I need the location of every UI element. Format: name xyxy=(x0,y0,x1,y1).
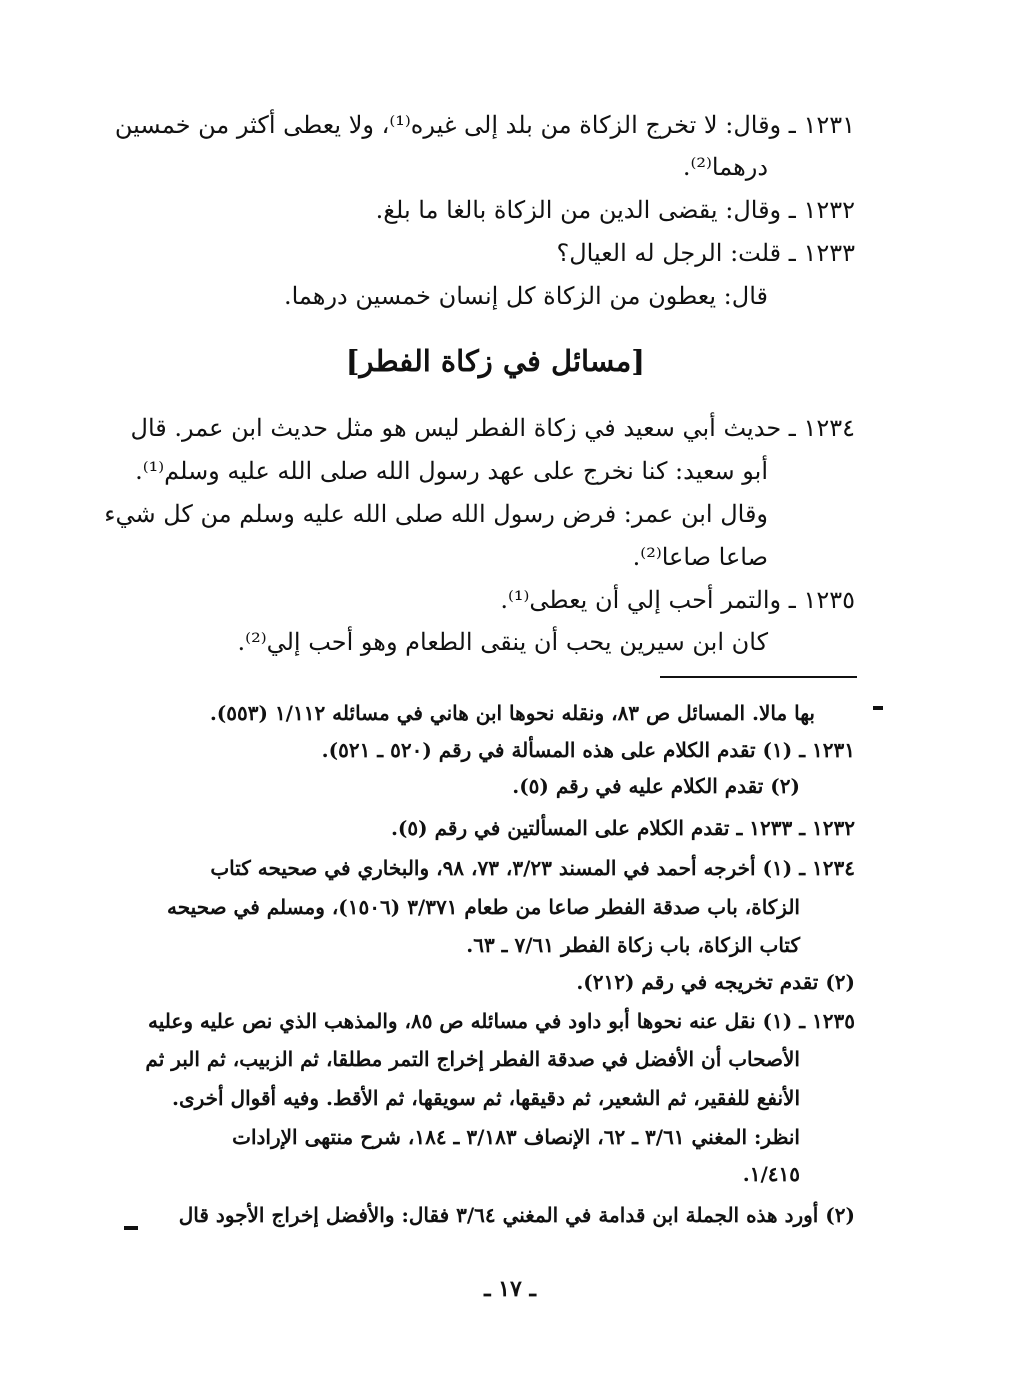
footnote-line: ١٢٣٤ ـ (١) أخرجه أحمد في المسند ٣/٢٣، ٧٣، ٩٨، والبخاري في صحيحه كتاب xyxy=(210,856,855,880)
footnote-line: ١٢٣٥ ـ (١) نقل عنه نحوها أبو داود في مسائله ص ٨٥، والمذهب الذي نص عليه وعليه xyxy=(148,1009,855,1033)
text-line: ١٢٣٢ ـ وقال: يقضى الدين من الزكاة بالغا ما بلغ. xyxy=(375,196,855,224)
footnote-line: ١٢٣٢ ـ ١٢٣٣ ـ تقدم الكلام على المسألتين في رقم (٥). xyxy=(390,816,855,840)
footnote-line: (٢) أورد هذه الجملة ابن قدامة في المغني ٣/٦٤ فقال: والأفضل إخراج الأجود قال xyxy=(178,1203,855,1227)
text-line: أبو سعيد: كنا نخرج على عهد رسول الله صلى الله عليه وسلم⁽¹⁾. xyxy=(135,457,768,485)
section-heading: [مسائل في زكاة الفطر] xyxy=(345,344,645,378)
margin-mark xyxy=(873,706,883,710)
margin-mark xyxy=(124,1226,138,1230)
text-line: كان ابن سيرين يحب أن ينقى الطعام وهو أحب إلي⁽²⁾. xyxy=(237,628,768,656)
footnote-line: كتاب الزكاة، باب زكاة الفطر ٧/٦١ ـ ٦٣. xyxy=(466,933,800,957)
footnote-line: الأنفع للفقير، ثم الشعير، ثم دقيقها، ثم سويقها، ثم الأقط. وفيه أقوال أخرى. xyxy=(172,1086,800,1110)
page-number: ـ ١٧ ـ xyxy=(484,1276,536,1302)
text-line: صاعا صاعا⁽²⁾. xyxy=(632,543,768,571)
footnote-line: الأصحاب أن الأفضل في صدقة الفطر إخراج التمر مطلقا، ثم الزبيب، ثم البر ثم xyxy=(145,1047,800,1071)
text-line: ١٢٣١ ـ وقال: لا تخرج الزكاة من بلد إلى غيره⁽¹⁾، ولا يعطى أكثر من خمسين xyxy=(114,111,855,139)
footnote-separator xyxy=(660,676,857,678)
footnote-line: انظر: المغني ٣/٦١ ـ ٦٢، الإنصاف ٣/١٨٣ ـ ١٨٤، شرح منتهى الإرادات xyxy=(232,1125,800,1149)
text-line: ١٢٣٤ ـ حديث أبي سعيد في زكاة الفطر ليس هو مثل حديث ابن عمر. قال xyxy=(130,414,855,442)
text-line: ١٢٣٣ ـ قلت: الرجل له العيال؟ xyxy=(556,239,855,267)
text-line: درهما⁽²⁾. xyxy=(682,153,768,181)
footnote-line: (٢) تقدم تخريجه في رقم (٢١٢). xyxy=(576,970,855,994)
footnote-line: ١٢٣١ ـ (١) تقدم الكلام على هذه المسألة في رقم (٥٢٠ ـ ٥٢١). xyxy=(321,738,855,762)
footnote-line: بها مالا. المسائل ص ٨٣، ونقله نحوها ابن هاني في مسائله ١/١١٢ (٥٥٣). xyxy=(209,701,815,725)
footnote-line: ١/٤١٥. xyxy=(742,1162,800,1186)
footnote-line: الزكاة، باب صدقة الفطر صاعا من طعام ٣/٣٧١ (١٥٠٦)، ومسلم في صحيحه xyxy=(167,895,800,919)
footnote-line: (٢) تقدم الكلام عليه في رقم (٥). xyxy=(512,774,800,798)
text-line: قال: يعطون من الزكاة كل إنسان خمسين درهما. xyxy=(283,282,768,310)
text-line: وقال ابن عمر: فرض رسول الله صلى الله عليه وسلم من كل شيء xyxy=(104,500,768,528)
text-line: ١٢٣٥ ـ والتمر أحب إلي أن يعطى⁽¹⁾. xyxy=(500,586,855,614)
